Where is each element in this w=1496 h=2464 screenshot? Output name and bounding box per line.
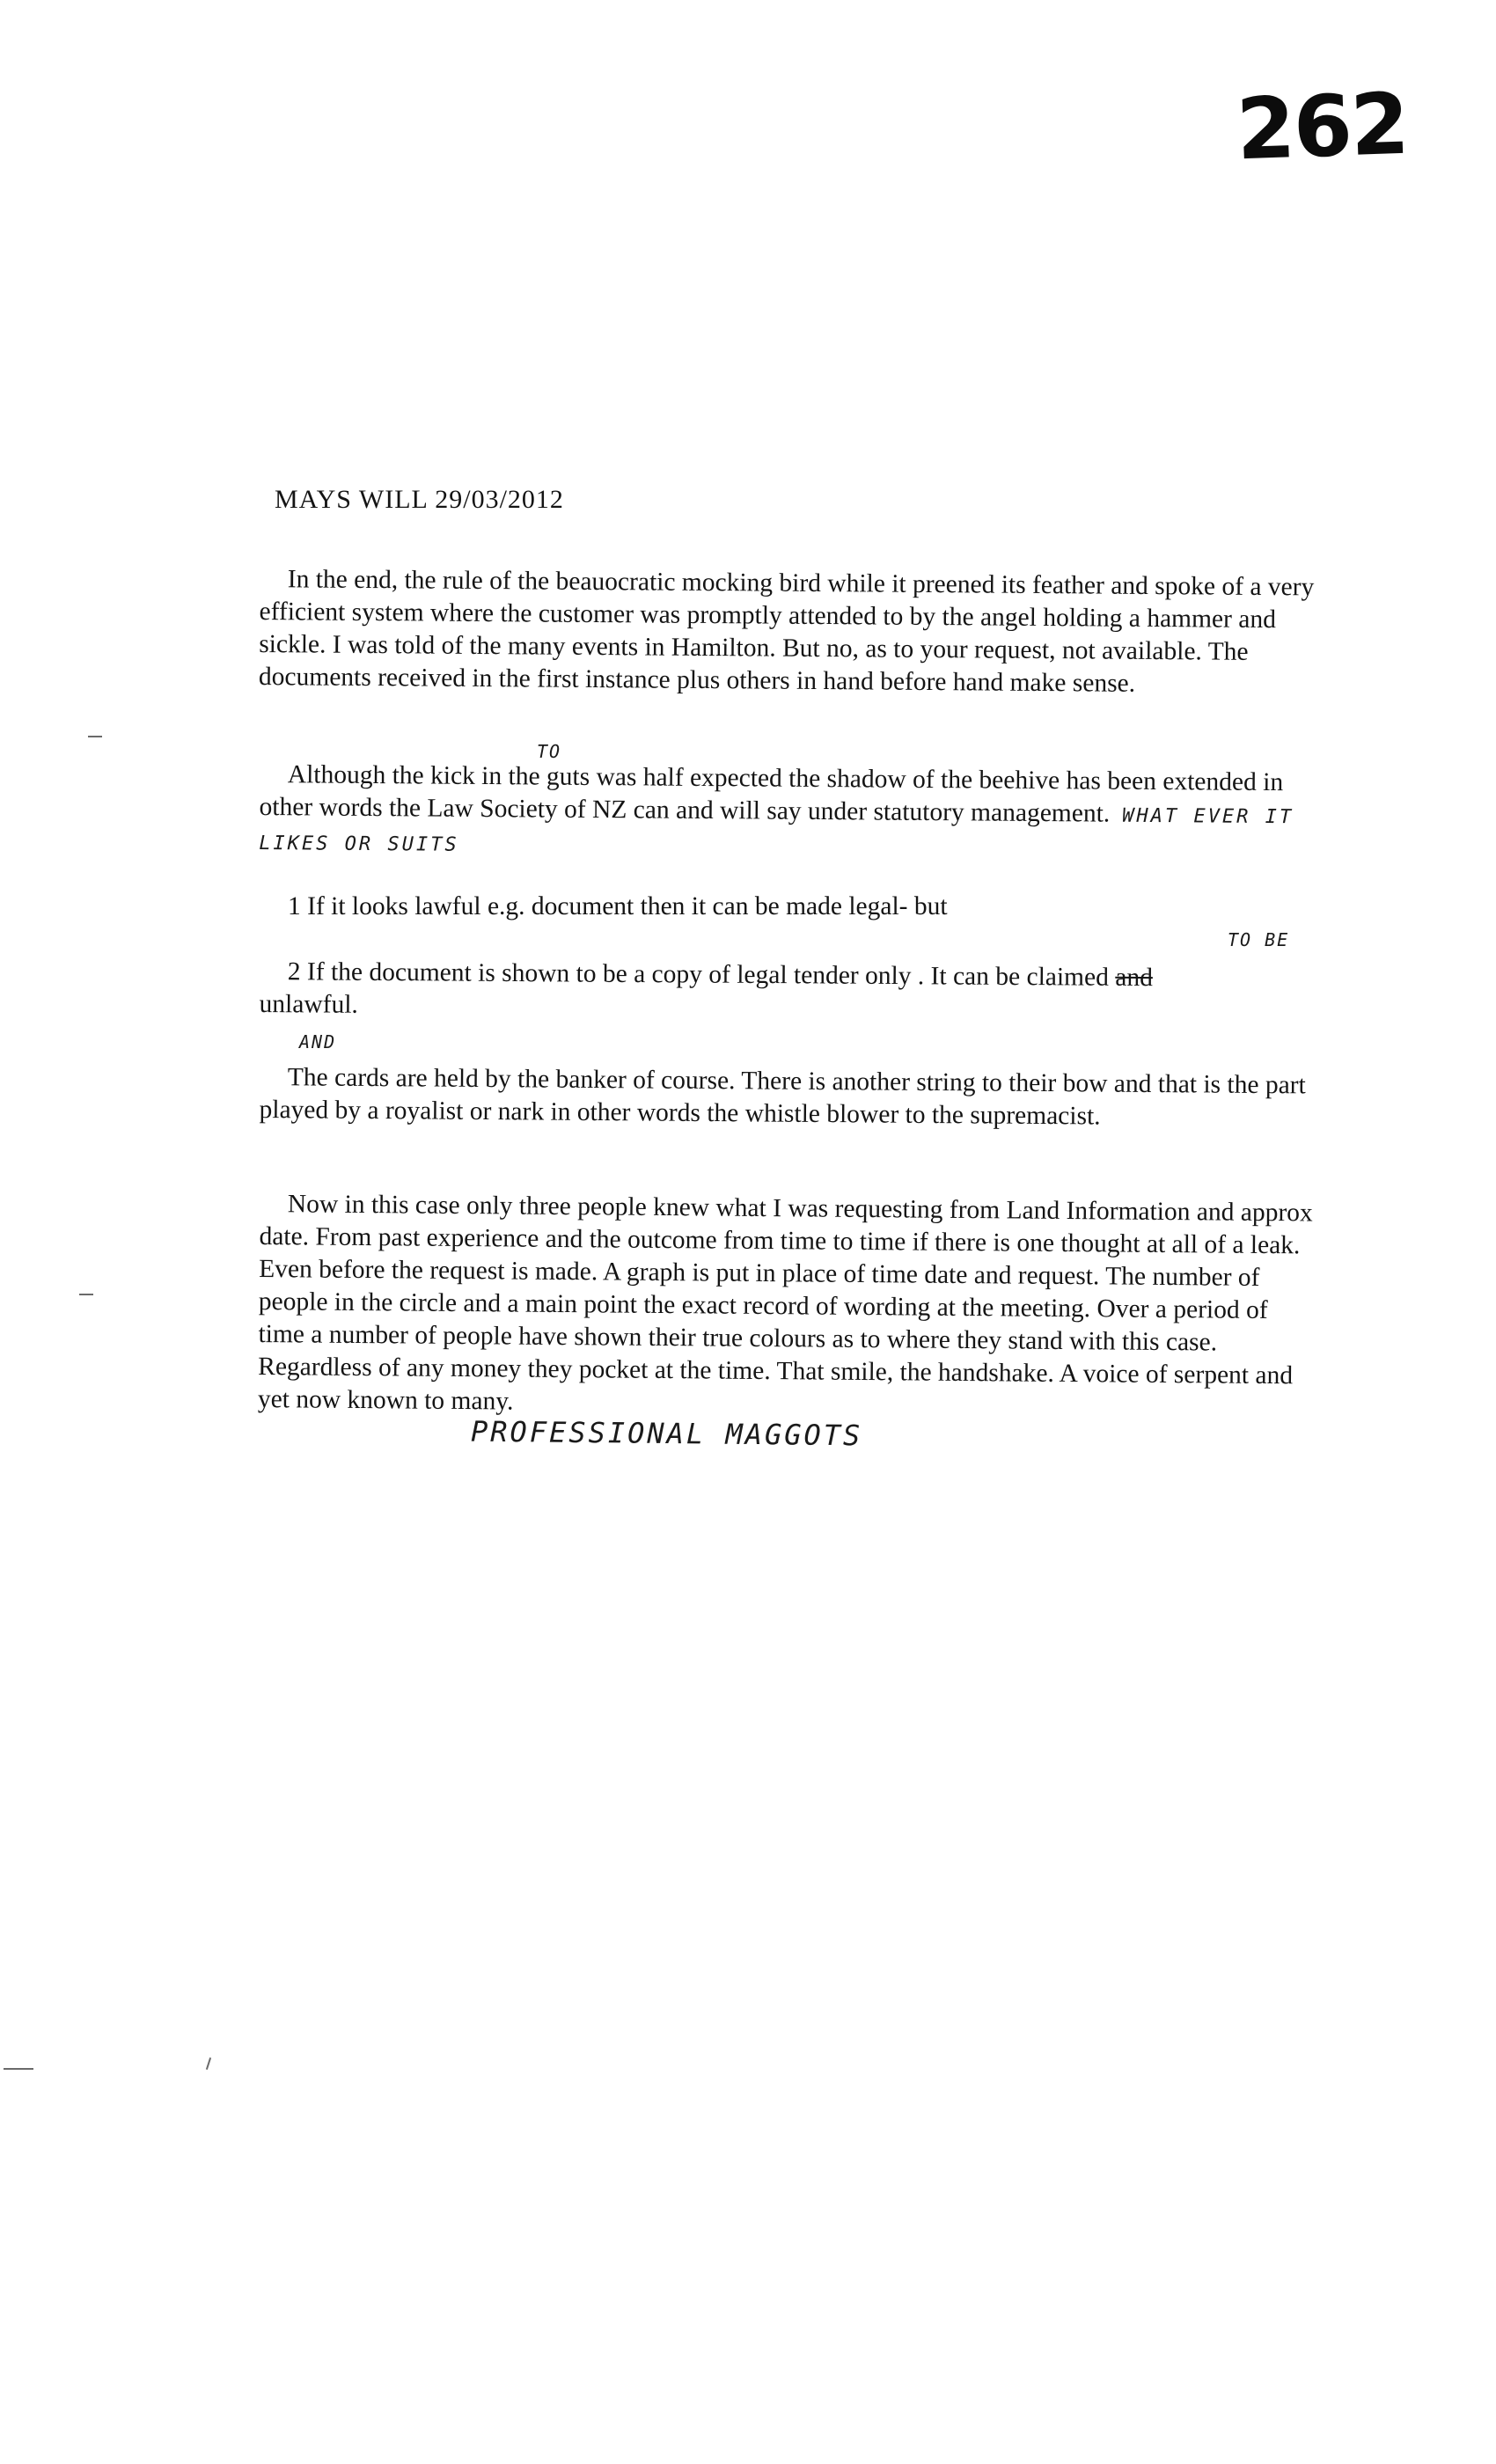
- paragraph-6: [258, 1188, 1316, 1425]
- document-title: MAYS WILL 29/03/2012: [275, 485, 564, 514]
- paragraph-1: [259, 563, 1316, 701]
- paragraph-6-text: Now in this case only three people knew what I was requesting from Land Information and approx date. From past experience and the outcome from time to time if there is one thought at all of a leak. Even before the request is made. A graph is put in place of time date and request. The number of people in the circle and a main point the exact record of wording at the meeting. Over a period of time a number of people have shown their true colours as to where they stand with this case. Regardless of any money they pocket at the time. That smile, the handshake. A voice of serpent and yet now known to many.: [257, 1190, 1313, 1416]
- paragraph-4: [259, 956, 1315, 1028]
- paragraph-5: [259, 1061, 1316, 1134]
- scan-mark: [4, 2068, 33, 2070]
- handwritten-insert-to-be: TO BE: [1228, 929, 1290, 950]
- paragraph-1-text: In the end, the rule of the beauocratic mocking bird while it preened its feather and spoke of a very efficient system where the customer was promptly attended to by the angel holding a hammer and sickle. I was told of the many events in Hamilton. But no, as to your request, not available. The documents received in the first instance plus others in hand before hand make sense.: [258, 565, 1315, 698]
- handwritten-note-whatever: WHAT EVER IT LIKES OR SUITS: [259, 804, 1294, 856]
- paragraph-5-text: The cards are held by the banker of course. There is another string to their bow and that is the part played by a royalist or nark in other words the whistle blower to the supremacist.: [259, 1063, 1306, 1131]
- scan-mark: [88, 736, 102, 737]
- paragraph-3: [260, 891, 1316, 923]
- page-number: 262: [1235, 74, 1410, 180]
- scan-mark: [206, 2057, 211, 2070]
- handwritten-note-maggots: PROFESSIONAL MAGGOTS: [470, 1414, 863, 1453]
- handwritten-insert-and: AND: [299, 1031, 337, 1052]
- handwritten-insert-to: TO: [537, 741, 562, 762]
- paragraph-4-text-b: unlawful.: [259, 989, 358, 1019]
- struck-word: and: [1115, 963, 1153, 993]
- scan-mark: [79, 1294, 93, 1295]
- paragraph-2: [259, 759, 1316, 868]
- paragraph-2-text: Although the kick in the guts was half expected the shadow of the beehive has been extended in other words the Law Society of NZ can and will say under statutory management.: [259, 760, 1284, 828]
- paragraph-3-text: 1 If it looks lawful e.g. document then it can be made legal- but: [288, 892, 948, 920]
- paragraph-4-text-a: 2 If the document is shown to be a copy of legal tender only . It can be claimed: [287, 957, 1110, 992]
